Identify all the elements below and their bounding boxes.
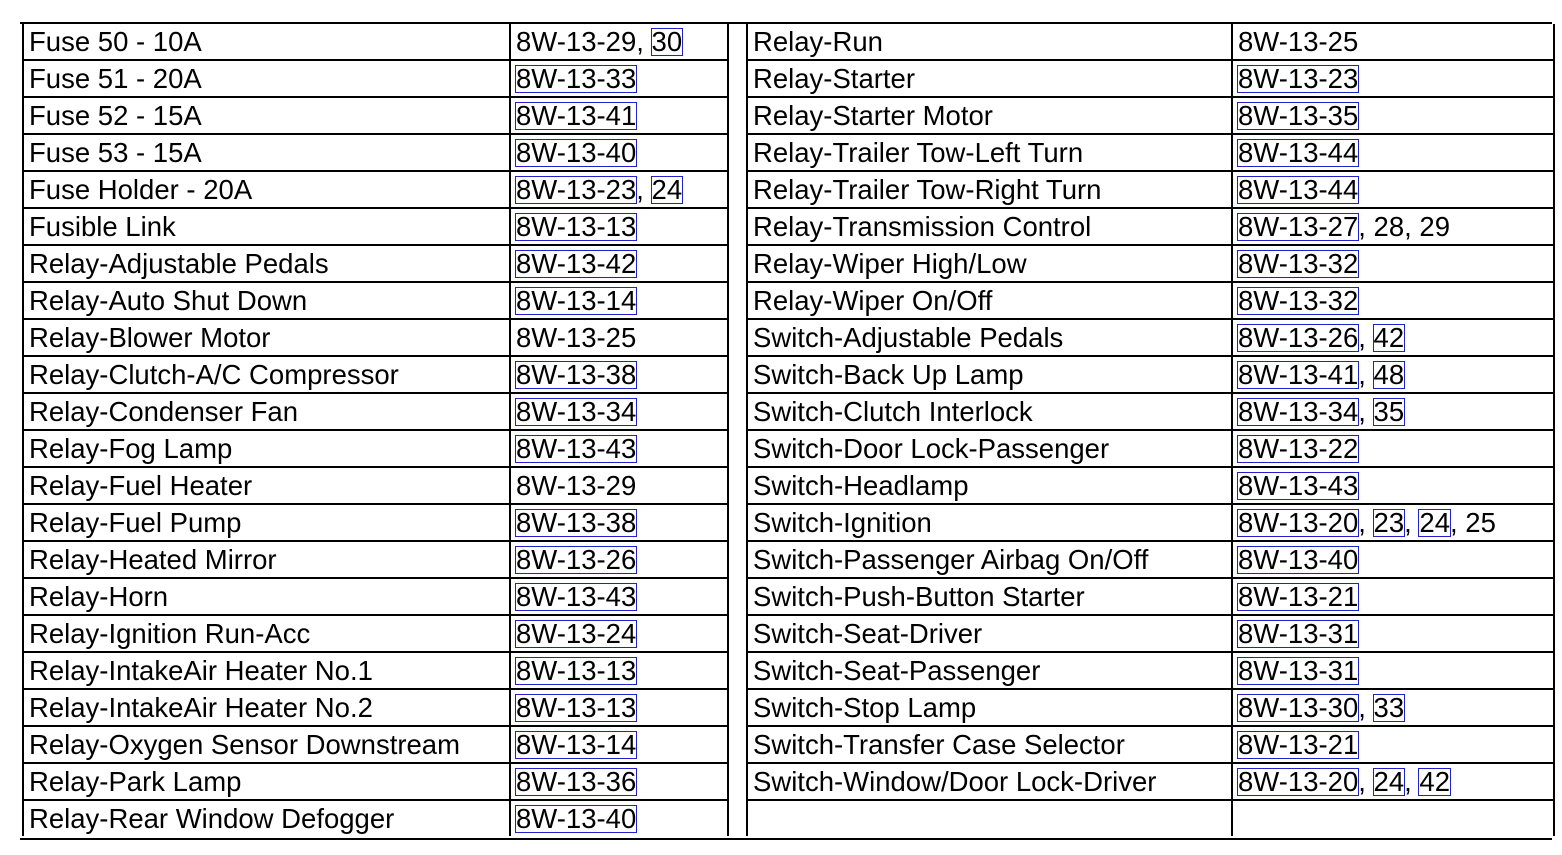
component-name: Relay-Condenser Fan [23,393,510,430]
wiring-page-refs [1232,282,1554,319]
page-ref-link[interactable]: 8W-13-26 [516,544,637,575]
component-name: Relay-Park Lamp [23,763,510,800]
wiring-page-refs [1232,24,1554,60]
table-row [747,245,1554,282]
table-row [23,393,728,430]
wiring-page-refs [510,393,728,430]
page-ref-link[interactable]: 42 [1373,322,1405,353]
table-row [747,467,1554,504]
wiring-page-refs [510,578,728,615]
ref-separator: , [1358,396,1374,427]
component-name: Relay-Fuel Pump [23,504,510,541]
wiring-page-refs [1232,171,1554,208]
wiring-page-refs [510,319,728,356]
page-ref-link[interactable]: 8W-13-33 [516,63,637,94]
page-ref-text: 8W-13-25 [516,322,637,353]
wiring-page-refs [1232,97,1554,134]
table-row [23,689,728,726]
component-name: Relay-Auto Shut Down [23,282,510,319]
page-ref-link[interactable]: 24 [651,174,683,205]
wiring-page-refs [510,60,728,97]
component-name: Relay-Oxygen Sensor Downstream [23,726,510,763]
page-ref-link[interactable]: 8W-13-31 [1238,655,1359,686]
table-row [747,356,1554,393]
wiring-page-refs [510,24,728,60]
page-ref-link[interactable]: 8W-13-14 [516,285,637,316]
table-row [747,541,1554,578]
page-ref-link[interactable]: 35 [1373,396,1405,427]
wiring-page-refs [1232,393,1554,430]
ref-separator: , [1358,359,1374,390]
page-ref-link[interactable]: 8W-13-27 [1238,211,1359,242]
wiring-page-refs [510,97,728,134]
wiring-page-refs [510,763,728,800]
table-row [23,245,728,282]
page-ref-link[interactable]: 48 [1373,359,1405,390]
table-row [747,430,1554,467]
page-ref-link[interactable]: 8W-13-38 [516,507,637,538]
page-ref-link[interactable]: 8W-13-21 [1238,581,1359,612]
component-name: Relay-Heated Mirror [23,541,510,578]
page-ref-link[interactable]: 8W-13-40 [516,137,637,168]
wiring-page-refs [510,726,728,763]
component-name: Fuse 50 - 10A [23,24,510,60]
table-row [747,652,1554,689]
component-name: Relay-Run [747,24,1232,60]
page-ref-link[interactable]: 8W-13-21 [1238,729,1359,760]
page-ref-link[interactable]: 8W-13-14 [516,729,637,760]
table-row [747,208,1554,245]
page-ref-link[interactable]: 8W-13-38 [516,359,637,390]
component-name: Relay-Fog Lamp [23,430,510,467]
page-ref-link[interactable]: 8W-13-42 [516,248,637,279]
wiring-page-refs [510,504,728,541]
wiring-page-refs [1232,60,1554,97]
table-row [747,578,1554,615]
wiring-page-refs [1232,652,1554,689]
page-ref-link[interactable]: 8W-13-35 [1238,100,1359,131]
wiring-page-refs [1232,467,1554,504]
table-row [23,60,728,97]
component-name: Switch-Push-Button Starter [747,578,1232,615]
wiring-page-refs [510,171,728,208]
table-row [23,578,728,615]
table-row [23,24,728,60]
component-name: Switch-Back Up Lamp [747,356,1232,393]
component-name: Fuse 53 - 15A [23,134,510,171]
component-name: Switch-Seat-Driver [747,615,1232,652]
page-ref-link[interactable]: 8W-13-40 [1238,544,1359,575]
page-ref-link[interactable]: 8W-13-43 [516,433,637,464]
table-row [23,652,728,689]
component-name: Relay-IntakeAir Heater No.1 [23,652,510,689]
page-ref-link[interactable]: 24 [1373,766,1405,797]
component-name: Switch-Transfer Case Selector [747,726,1232,763]
component-name: Relay-Trailer Tow-Right Turn [747,171,1232,208]
page-ref-link[interactable]: 8W-13-32 [1238,248,1359,279]
page-ref-text: 8W-13-29 [516,470,637,501]
ref-separator: , [636,174,652,205]
table-row [23,467,728,504]
component-name: Fuse 52 - 15A [23,97,510,134]
table-row [747,171,1554,208]
page-ref-link[interactable]: 8W-13-24 [516,618,637,649]
page-ref-link[interactable]: 8W-13-30 [1238,692,1359,723]
component-name: Relay-Trailer Tow-Left Turn [747,134,1232,171]
page-ref-link[interactable]: 8W-13-36 [516,766,637,797]
page-ref-link[interactable]: 8W-13-31 [1238,618,1359,649]
wiring-page-refs [1232,726,1554,763]
wiring-page-refs [510,208,728,245]
component-name: Relay-Starter Motor [747,97,1232,134]
wiring-page-refs [1232,245,1554,282]
page-ref-link[interactable]: 8W-13-32 [1238,285,1359,316]
component-index-right [746,24,1555,836]
table-row [23,430,728,467]
ref-separator: , [1358,322,1374,353]
page-ref-link[interactable]: 8W-13-44 [1238,137,1359,168]
ref-separator: , 28, 29 [1358,211,1450,242]
page-ref-link[interactable]: 8W-13-34 [1238,396,1359,427]
wiring-page-refs [1232,578,1554,615]
component-name: Switch-Window/Door Lock-Driver [747,763,1232,800]
wiring-page-refs [510,541,728,578]
component-name: Switch-Seat-Passenger [747,652,1232,689]
wiring-page-refs [1232,763,1554,800]
page-ref-link[interactable]: 8W-13-13 [516,211,637,242]
component-name: Fusible Link [23,208,510,245]
page-ref-link[interactable]: 8W-13-20 [1238,507,1359,538]
component-name: Relay-IntakeAir Heater No.2 [23,689,510,726]
component-name: Fuse Holder - 20A [23,171,510,208]
page-ref-link[interactable]: 33 [1373,692,1405,723]
ref-separator: , [1358,766,1374,797]
component-name: Relay-Wiper High/Low [747,245,1232,282]
component-name: Switch-Ignition [747,504,1232,541]
component-name: Relay-Rear Window Defogger [23,800,510,836]
wiring-page-refs [510,245,728,282]
page-ref-link[interactable]: 8W-13-44 [1238,174,1359,205]
ref-separator: , [1404,507,1420,538]
table-row [23,356,728,393]
page-ref-link[interactable]: 8W-13-41 [516,100,637,131]
component-name: Switch-Adjustable Pedals [747,319,1232,356]
wiring-page-refs [1232,356,1554,393]
wiring-page-refs [1232,319,1554,356]
component-name: Switch-Headlamp [747,467,1232,504]
component-name: Relay-Transmission Control [747,208,1232,245]
page-ref-text: 8W-13-25 [1238,26,1359,57]
wiring-page-refs [510,652,728,689]
wiring-page-refs [1232,541,1554,578]
component-name: Switch-Passenger Airbag On/Off [747,541,1232,578]
table-row [23,726,728,763]
page-ref-link[interactable]: 8W-13-23 [516,174,637,205]
page-ref-link[interactable]: 8W-13-20 [1238,766,1359,797]
page-ref-link[interactable]: 8W-13-43 [1238,470,1359,501]
table-row [23,134,728,171]
component-name: Relay-Adjustable Pedals [23,245,510,282]
page-ref-link[interactable]: 8W-13-13 [516,692,637,723]
page-ref-link[interactable]: 8W-13-13 [516,655,637,686]
wiring-page-refs [510,689,728,726]
table-row [23,763,728,800]
wiring-page-refs [1232,134,1554,171]
ref-separator: , [1404,766,1420,797]
wiring-page-refs [510,282,728,319]
table-row [747,282,1554,319]
table-row [747,763,1554,800]
table-row [23,97,728,134]
page-ref-link[interactable]: 30 [651,26,683,57]
component-name: Relay-Blower Motor [23,319,510,356]
component-name: Relay-Clutch-A/C Compressor [23,356,510,393]
table-row [23,615,728,652]
ref-separator: , [1358,692,1374,723]
component-name: Relay-Wiper On/Off [747,282,1232,319]
wiring-page-refs [1232,430,1554,467]
page-ref-link[interactable]: 8W-13-34 [516,396,637,427]
wiring-page-refs [510,134,728,171]
component-name: Relay-Fuel Heater [23,467,510,504]
component-name: Switch-Door Lock-Passenger [747,430,1232,467]
page-ref-link[interactable]: 8W-13-41 [1238,359,1359,390]
table-row [23,504,728,541]
table-row [747,24,1554,60]
table-row [747,504,1554,541]
page-ref-link[interactable]: 8W-13-26 [1238,322,1359,353]
wiring-page-refs [510,615,728,652]
page-ref-link[interactable]: 8W-13-43 [516,581,637,612]
page-ref-link[interactable]: 8W-13-40 [516,803,637,834]
wiring-page-refs [510,356,728,393]
component-name: Switch-Stop Lamp [747,689,1232,726]
table-row [747,800,1554,836]
component-index-left [22,24,729,836]
component-name: Relay-Ignition Run-Acc [23,615,510,652]
table-row [747,615,1554,652]
table-row [747,393,1554,430]
wiring-page-refs [1232,615,1554,652]
ref-separator: , [1358,507,1374,538]
table-row [747,689,1554,726]
page-ref-link[interactable]: 42 [1419,766,1450,797]
table-row [23,208,728,245]
page-ref-link[interactable]: 8W-13-22 [1238,433,1359,464]
wiring-page-refs [510,467,728,504]
component-name: Relay-Horn [23,578,510,615]
wiring-page-refs [1232,208,1554,245]
page-ref-text: 8W-13-29 [516,26,637,57]
table-row [747,97,1554,134]
wiring-page-refs [1232,504,1554,541]
table-row [23,282,728,319]
wiring-page-refs [510,800,728,836]
component-name: Relay-Starter [747,60,1232,97]
wiring-page-refs [510,430,728,467]
table-row [23,171,728,208]
component-name [747,800,1232,836]
component-name: Fuse 51 - 20A [23,60,510,97]
wiring-page-refs [1232,800,1554,836]
component-name: Switch-Clutch Interlock [747,393,1232,430]
table-row [747,319,1554,356]
page-ref-link[interactable]: 23 [1373,507,1405,538]
ref-separator: , 25 [1450,507,1496,538]
table-row [23,541,728,578]
table-row [23,800,728,836]
table-row [747,726,1554,763]
page-ref-link[interactable]: 8W-13-23 [1238,63,1359,94]
wiring-page-refs [1232,689,1554,726]
table-row [23,319,728,356]
table-row [747,134,1554,171]
ref-separator: , [636,26,652,57]
page-ref-link[interactable]: 24 [1419,507,1450,538]
table-row [747,60,1554,97]
